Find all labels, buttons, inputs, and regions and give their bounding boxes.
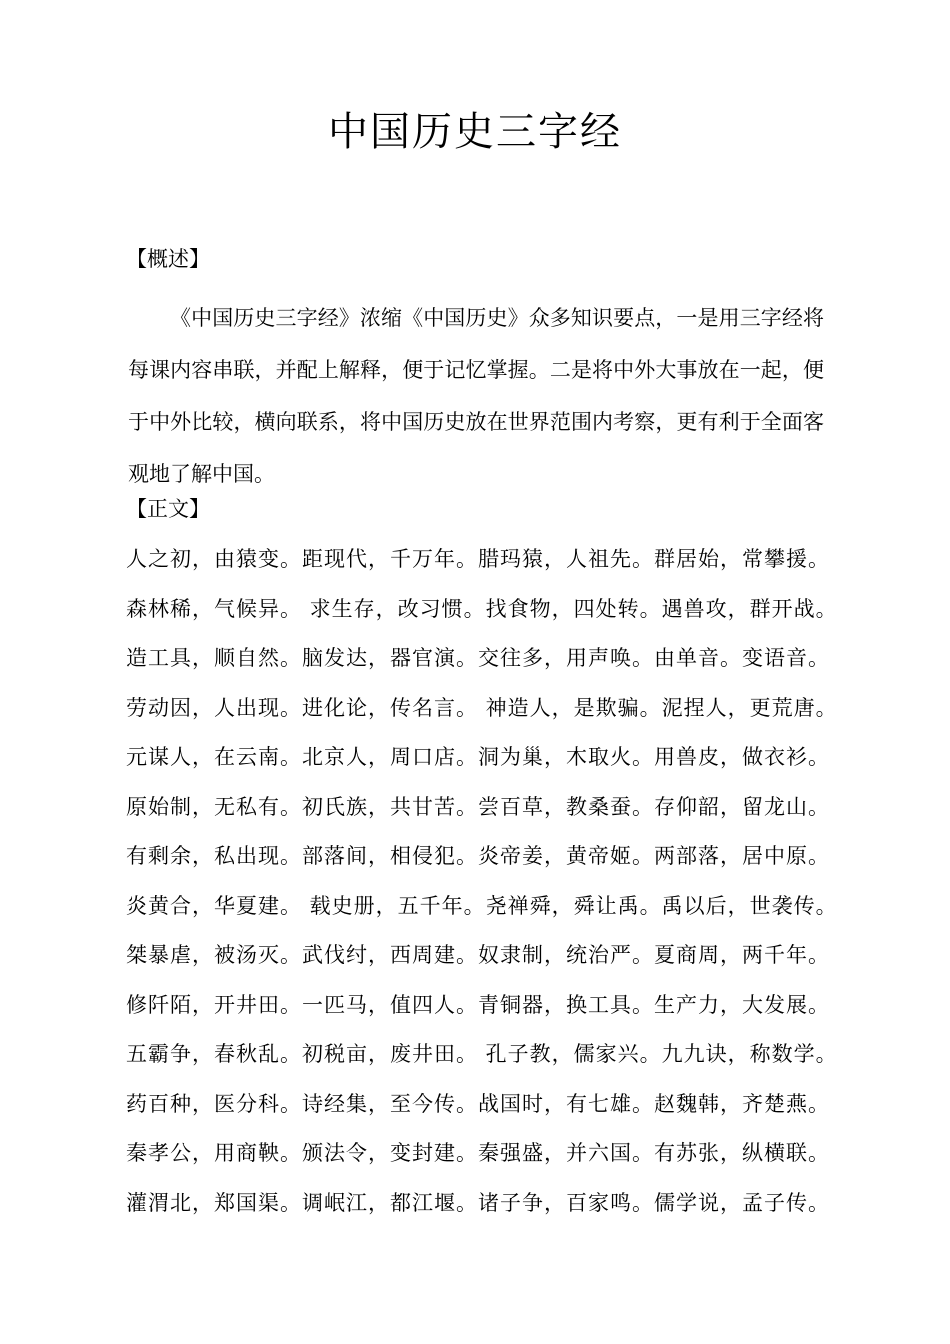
document-title: 中国历史三字经 bbox=[328, 109, 622, 155]
verse-line: 秦孝公，用商鞅。颁法令，变封建。秦强盛，并六国。有苏张，纵横联。 bbox=[126, 1141, 830, 1165]
verse-line: 劳动因，人出现。进化论，传名言。 神造人，是欺骗。泥捏人，更荒唐。 bbox=[126, 695, 838, 720]
verse-line: 修阡陌，开井田。一匹马，值四人。青铜器，换工具。生产力，大发展。 bbox=[126, 992, 830, 1017]
verse-line: 原始制，无私有。初氏族，共甘苦。尝百草，教桑蚕。存仰韶，留龙山。 bbox=[126, 794, 830, 819]
verse-block bbox=[126, 540, 836, 1233]
verse-line: 五霸争，春秋乱。初税亩，废井田。 孔子教，儒家兴。九九诀，称数学。 bbox=[126, 1042, 838, 1066]
verse-line: 有剩余，私出现。部落间，相侵犯。炎帝姜，黄帝姬。两部落，居中原。 bbox=[126, 844, 830, 868]
body-heading: 【正文】 bbox=[126, 497, 210, 521]
verse-line: 森林稀，气候异。 求生存，改习惯。找食物，四处转。遇兽攻，群开战。 bbox=[126, 596, 838, 621]
verse-line: 元谋人，在云南。北京人，周口店。洞为巢，木取火。用兽皮，做衣衫。 bbox=[126, 745, 830, 769]
verse-line: 炎黄合，华夏建。 载史册，五千年。尧禅舜，舜让禹。禹以后，世袭传。 bbox=[126, 893, 838, 918]
overview-paragraph: 《中国历史三字经》浓缩《中国历史》众多知识要点，一是用三字经将每课内容串联，并配上解释，便于记忆掌握。二是将中外大事放在一起，便于中外比较，横向联系，将中国历史放在世界范围内考察，更有利于全面客观地了解中国。 bbox=[128, 306, 824, 486]
verse-line: 造工具，顺自然。脑发达，器官演。交往多，用声唤。由单音。变语音。 bbox=[126, 646, 830, 670]
verse-line: 药百种，医分科。诗经集，至今传。战国时，有七雄。赵魏韩，齐楚燕。 bbox=[126, 1091, 830, 1116]
verse-line: 人之初，由猿变。距现代，千万年。腊玛猿，人祖先。群居始，常攀援。 bbox=[126, 547, 830, 571]
verse-line: 灌渭北，郑国渠。调岷江，都江堰。诸子争，百家鸣。儒学说，孟子传。 bbox=[126, 1190, 830, 1215]
verse-line: 桀暴虐，被汤灭。武伐纣，西周建。奴隶制，统治严。夏商周，两千年。 bbox=[126, 943, 830, 967]
overview-heading: 【概述】 bbox=[126, 247, 210, 271]
